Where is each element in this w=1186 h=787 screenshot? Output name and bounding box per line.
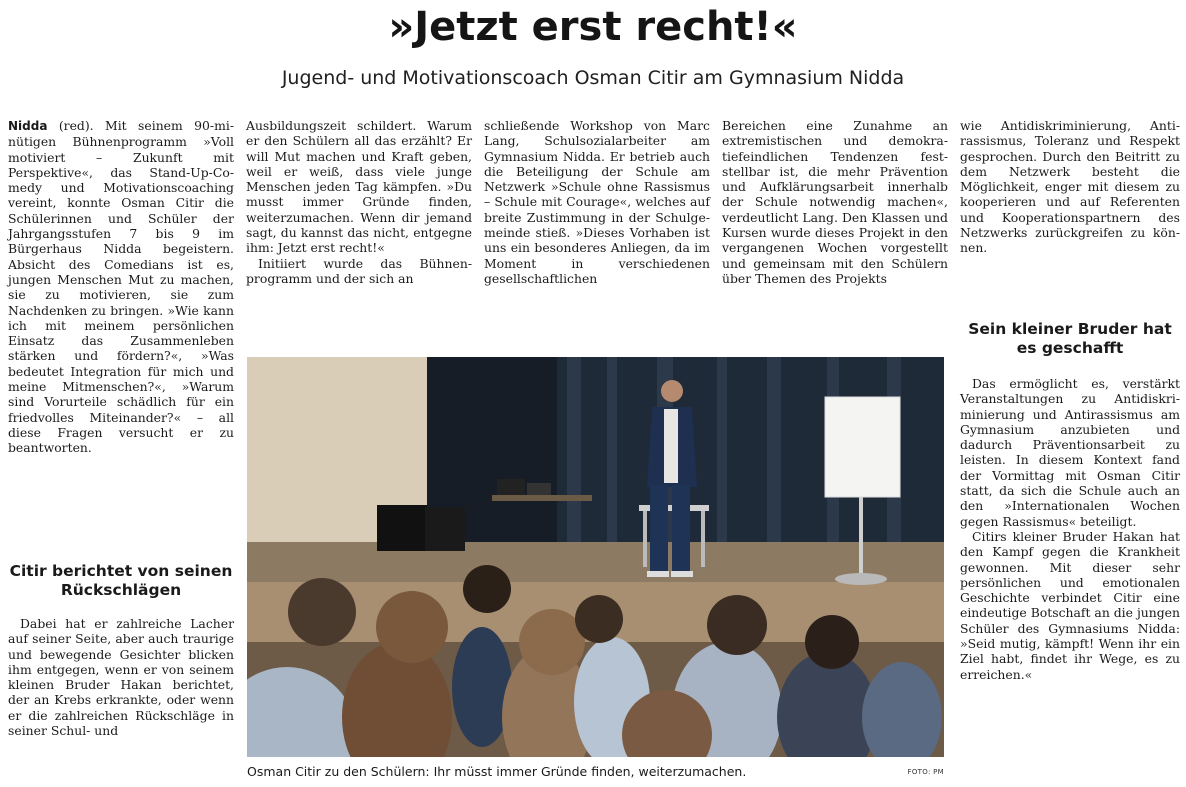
column-5-continued <box>960 376 1180 682</box>
subheading-brother: Sein kleiner Bruder hat es geschafft <box>968 320 1172 357</box>
column-1 <box>8 118 234 456</box>
column-4 <box>722 118 948 286</box>
paragraph-setbacks: Dabei hat er zahlreiche Lacher auf seiner Seite, aber auch traurige und bewegende Gesichter blicken ihm entgegen, wenn er von seinem kleinen Bruder Hakan berichtet, der an Krebs erkrankte, oder wenn er die zahlreichen Rückschläge in seiner Schul- und <box>8 616 234 739</box>
stage-scene-illustration <box>247 357 944 757</box>
photo-caption: Osman Citir zu den Schülern: Ihr müsst immer Gründe finden, weiterzumachen. <box>247 764 747 779</box>
paragraph-col2-1: Ausbildungszeit schildert. Warum er den Schülern all das erzählt? Er will Mut machen und Kraft geben, weil er weiß, dass viele junge Menschen jeden Tag kämpfen. »Du musst immer Gründe finden, weiterzumachen. Wenn dir jemand sagt, du kannst das nicht, entgegne ihm: Jetzt erst recht!« <box>246 118 472 256</box>
column-5 <box>960 118 1180 256</box>
column-2 <box>246 118 472 286</box>
article-headline: »Jetzt erst recht!« <box>388 4 798 50</box>
paragraph-col5-3: Citirs kleiner Bruder Hakan hat den Kampf gegen die Krankheit gewonnen. Mit dieser sehr persönlichen und emotionalen Geschichte verbindet Citir eine eindeutige Botschaft an die jungen Schüler des Gymnasiums Nidda: »Seid mutig, kämpft! Wenn ihr ein Ziel habt, findet ihr Wege, es zu erreichen.« <box>960 528 1180 682</box>
article-subheadline: Jugend- und Motivationscoach Osman Citir am Gymnasium Nidda <box>281 67 905 89</box>
paragraph-intro <box>8 118 234 456</box>
column-1-continued <box>8 616 234 738</box>
paragraph-col5-1: wie Antidiskriminierung, Antirassismus, Toleranz und Respekt gesprochen. Durch den Beitritt zu dem Netzwerk besteht die Möglichkeit, enger mit diesem zu kooperieren und auf Referenten und Kooperationspartnern des Netzwerks zurückgreifen zu können. <box>960 118 1180 256</box>
paragraph-col4: Bereichen eine Zunahme an extremistischen und demokratiefeindlichen Tendenzen feststellbar ist, die mehr Prävention und Aufklärungsarbeit innerhalb der Schule notwendig machen«, verdeutlicht Lang. Den Klassen und Kursen wurde dieses Projekt in den vergangenen Wochen vorgestellt und gemeinsam mit den Schülern über Themen des Projekts <box>722 118 948 286</box>
intro-text: (red). Mit seinem 90-minütigen Bühnenprogramm »Voll motiviert – Zukunft mit Perspektive«, das Stand-Up-Comedy und Motivationscoaching vereint, konnte Osman Citir die Schülerinnen und Schüler der Jahrgangsstufen 7 bis 9 im Bürgerhaus Nidda begeistern. Absicht des Comedians ist es, jungen Menschen Mut zu machen, sie zu motivieren, sie zum Nachdenken zu bringen. »Wie kann ich mit meinem persönlichen Einsatz das Zusammenleben stärken und fördern?«, »Was bedeutet Integration für mich und meine Mitmenschen?«, »Warum sind Vorurteile schädlich für ein friedvolles Miteinander?« – all diese Fragen versucht er zu beantworten. <box>8 118 234 456</box>
speaker-figure <box>647 380 697 577</box>
paragraph-col5-2: Das ermöglicht es, verstärkt Veranstaltungen zu Antidiskriminierung und Antirassismus am Gymnasium anzubieten und dadurch Präventionsarbeit zu leisten. In diesem Kontext fand der Vormittag mit Osman Citir statt, da sich die Schule auch an den »Internationalen Wochen gegen Rassismus« beteiligt. <box>960 376 1180 529</box>
column-3 <box>484 118 710 286</box>
paragraph-col2-2: Initiiert wurde das Bühnenprogramm und der sich an <box>246 255 472 286</box>
photo-credit: FOTO: PM <box>907 768 944 776</box>
subheading-setbacks: Citir berichtet von seinen Rückschlägen <box>9 562 233 599</box>
paragraph-col3: schließende Workshop von Marc Lang, Schulsozialarbeiter am Gymnasium Nidda. Er betrieb auch die Beteiligung der Schule am Netzwerk »Schule ohne Rassismus – Schule mit Courage«, welches auf breite Zustimmung in der Schulgemeinde stieß. »Dieses Vorhaben ist uns ein besonderes Anliegen, da im Moment in verschiedenen gesellschaftlichen <box>484 118 710 286</box>
article-photo <box>247 357 944 757</box>
dateline: Nidda <box>8 119 48 133</box>
